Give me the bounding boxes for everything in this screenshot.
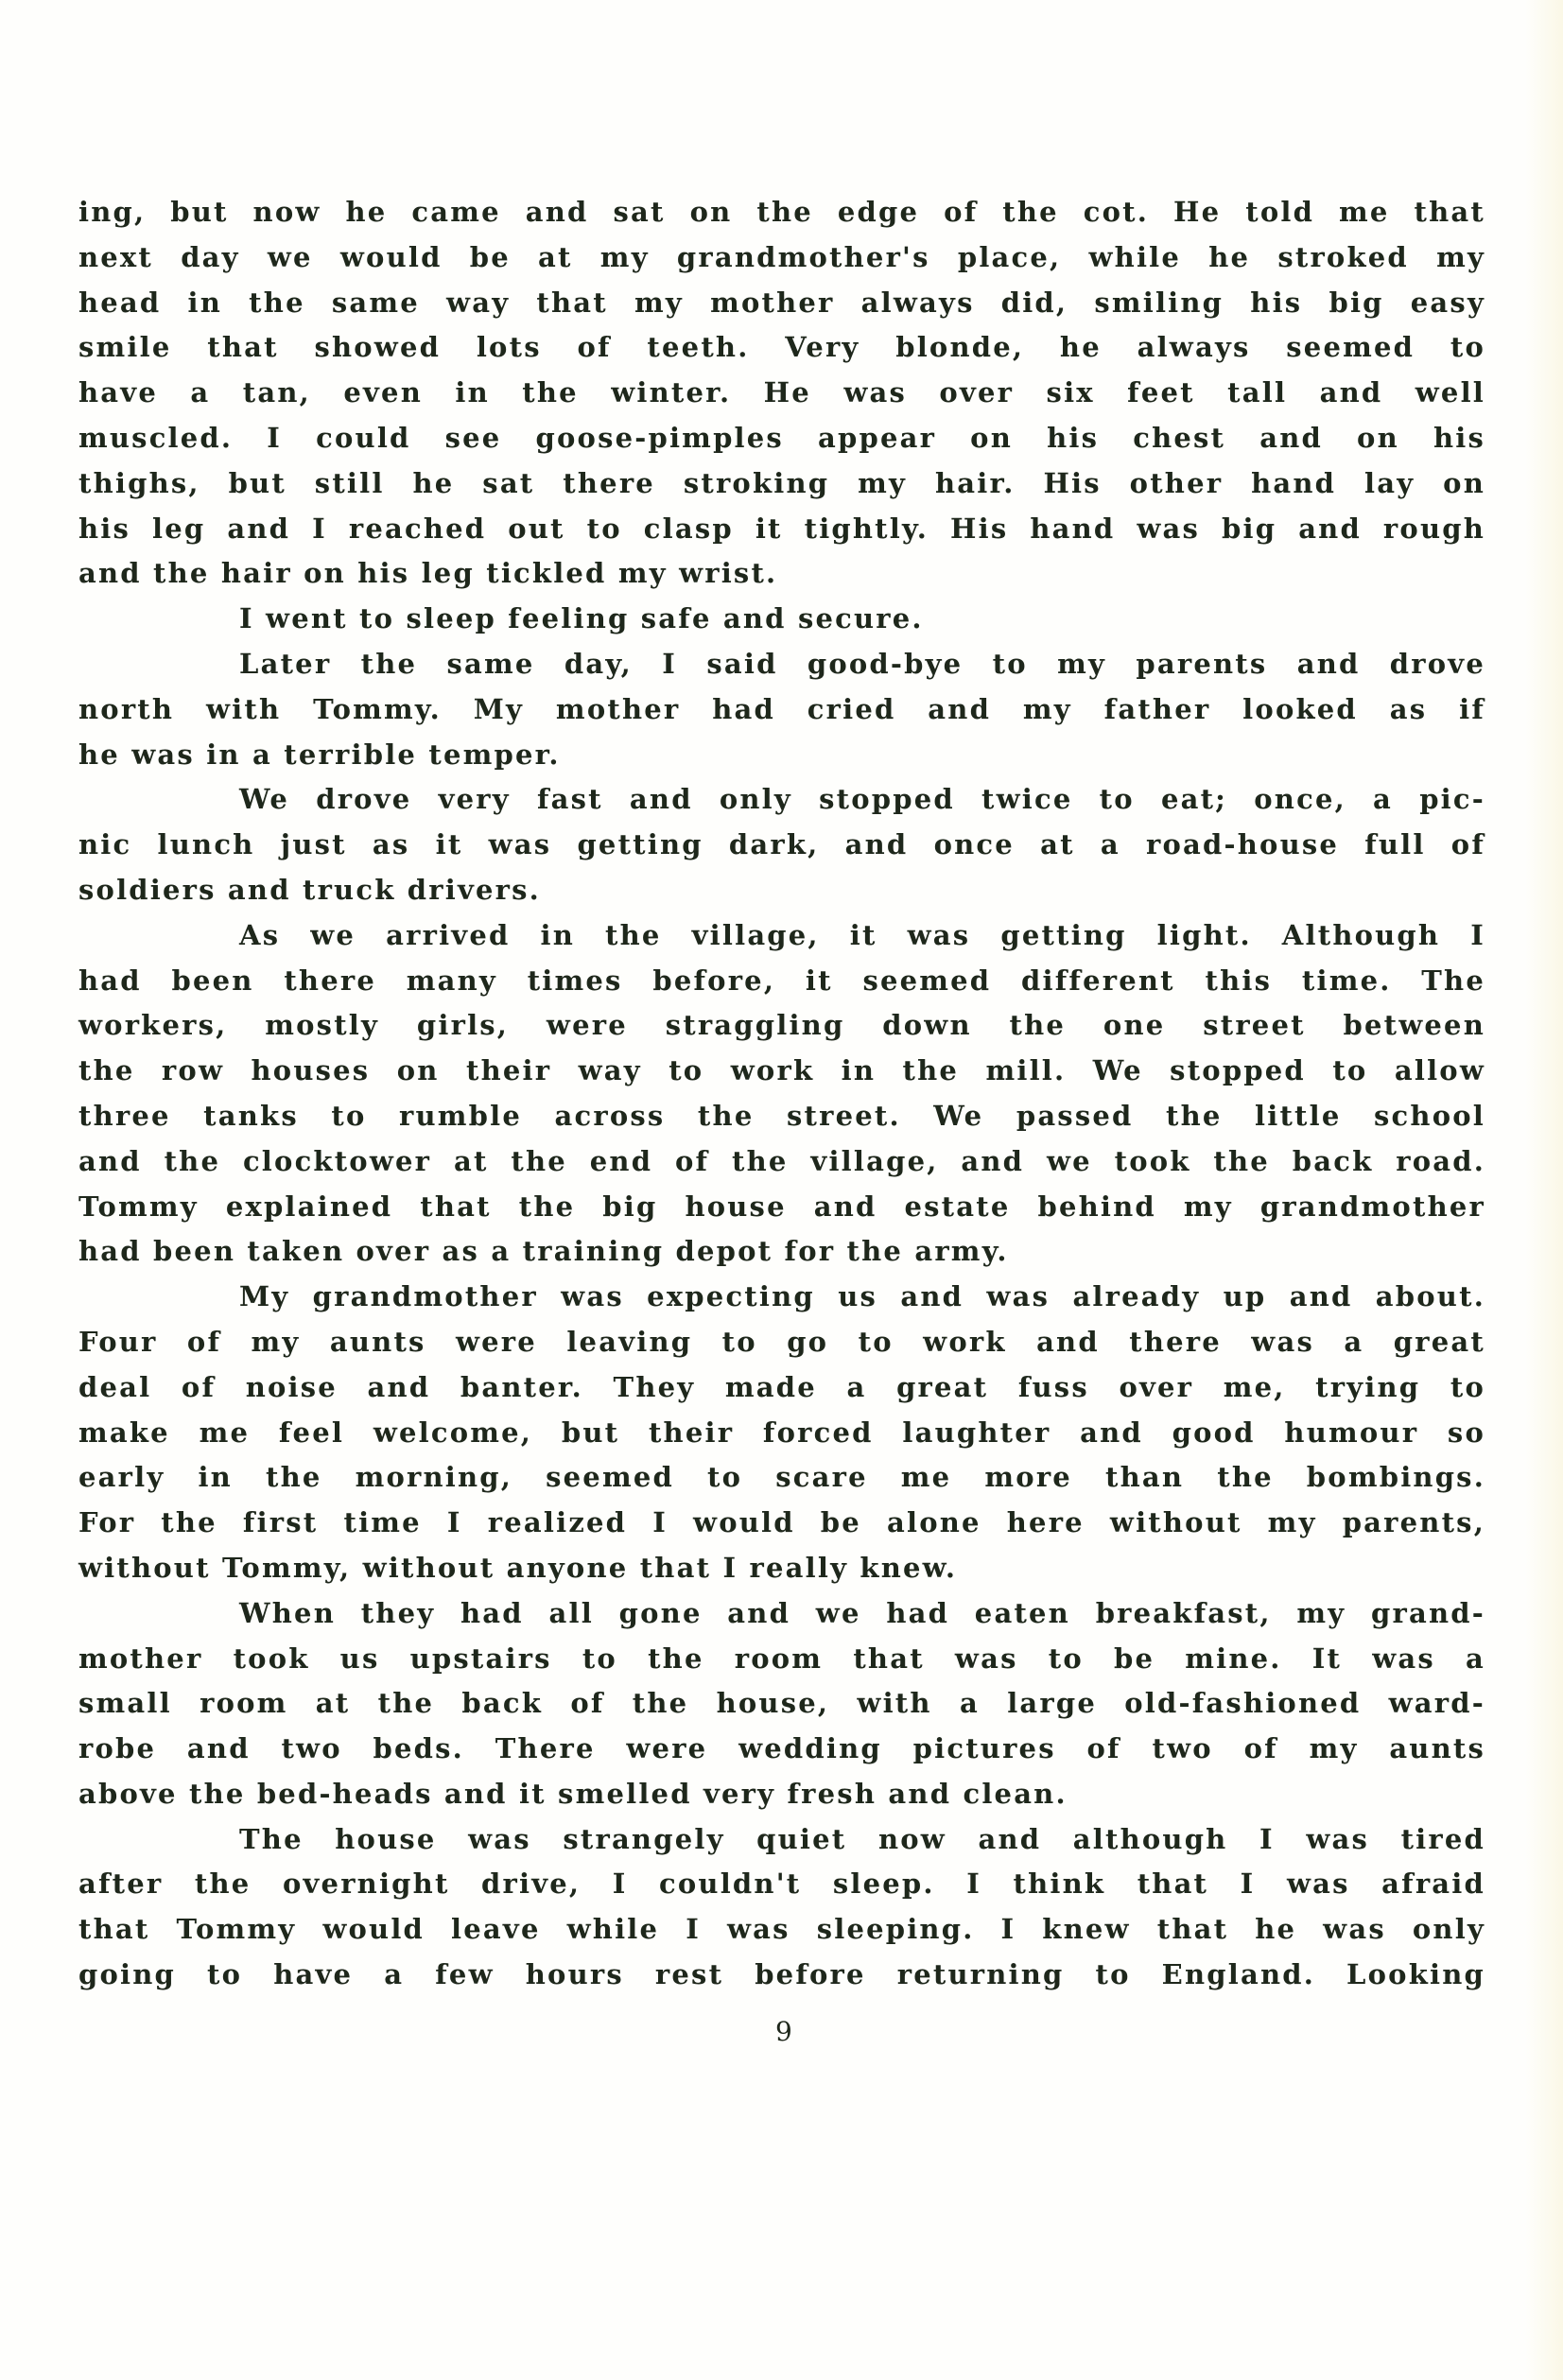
text-line: have a tan, even in the winter. He was over six feet tall and well <box>78 376 1485 409</box>
text-line: soldiers and truck drivers. <box>78 873 541 906</box>
text-line: My grandmother was expecting us and was already up and about. <box>239 1280 1485 1313</box>
text-line: head in the same way that my mother always did, smiling his big easy <box>78 286 1485 319</box>
text-line: and the hair on his leg tickled my wrist. <box>78 557 778 590</box>
text-line: Tommy explained that the big house and estate behind my grandmother <box>78 1190 1485 1223</box>
page-number: 9 <box>775 2016 792 2047</box>
text-line: deal of noise and banter. They made a great fuss over me, trying to <box>78 1370 1485 1403</box>
text-line: Four of my aunts were leaving to go to work and there was a great <box>78 1325 1485 1358</box>
text-line: had been taken over as a training depot for the army. <box>78 1235 1009 1268</box>
text-line: and the clocktower at the end of the village, and we took the back road. <box>78 1144 1485 1177</box>
text-line: after the overnight drive, I couldn't sleep. I think that I was afraid <box>78 1868 1485 1901</box>
text-line: early in the morning, seemed to scare me more than the bombings. <box>78 1461 1485 1494</box>
text-line: three tanks to rumble across the street. We passed the little school <box>78 1099 1485 1132</box>
text-line: The house was strangely quiet now and although I was tired <box>239 1822 1485 1855</box>
text-line: We drove very fast and only stopped twice to eat; once, a pic- <box>239 783 1485 816</box>
text-line: ing, but now he came and sat on the edge of the cot. He told me that <box>78 196 1485 228</box>
text-line: without Tommy, without anyone that I really knew. <box>78 1551 958 1584</box>
text-line: muscled. I could see goose-pimples appear on his chest and on his <box>78 421 1485 454</box>
text-line: nic lunch just as it was getting dark, and once at a road-house full of <box>78 828 1485 861</box>
text-line: his leg and I reached out to clasp it tightly. His hand was big and rough <box>78 512 1485 545</box>
body-text <box>78 190 1485 1998</box>
text-line: robe and two beds. There were wedding pictures of two of my aunts <box>78 1732 1485 1765</box>
text-line: above the bed-heads and it smelled very fresh and clean. <box>78 1777 1068 1810</box>
text-line: small room at the back of the house, with a large old-fashioned ward- <box>78 1687 1485 1720</box>
text-line: smile that showed lots of teeth. Very blonde, he always seemed to <box>78 331 1485 364</box>
text-line: going to have a few hours rest before returning to England. Looking <box>78 1958 1485 1991</box>
text-line: For the first time I realized I would be alone here without my parents, <box>78 1506 1485 1539</box>
text-line: I went to sleep feeling safe and secure. <box>239 602 924 635</box>
text-line: next day we would be at my grandmother's place, while he stroked my <box>78 240 1485 273</box>
text-line: As we arrived in the village, it was getting light. Although I <box>239 918 1485 951</box>
text-line: the row houses on their way to work in the mill. We stopped to allow <box>78 1054 1485 1087</box>
text-line: that Tommy would leave while I was sleeping. I knew that he was only <box>78 1913 1485 1946</box>
text-line: north with Tommy. My mother had cried and my father looked as if <box>78 692 1485 725</box>
text-line: Later the same day, I said good-bye to my parents and drove <box>239 647 1485 680</box>
text-line: workers, mostly girls, were straggling down the one street between <box>78 1009 1485 1042</box>
text-line: he was in a terrible temper. <box>78 738 561 771</box>
text-line: thighs, but still he sat there stroking my hair. His other hand lay on <box>78 466 1485 499</box>
text-line: When they had all gone and we had eaten breakfast, my grand- <box>239 1596 1485 1629</box>
text-line: mother took us upstairs to the room that was to be mine. It was a <box>78 1642 1485 1675</box>
text-line: had been there many times before, it seemed different this time. The <box>78 964 1485 997</box>
text-line: make me feel welcome, but their forced laughter and good humour so <box>78 1416 1485 1449</box>
